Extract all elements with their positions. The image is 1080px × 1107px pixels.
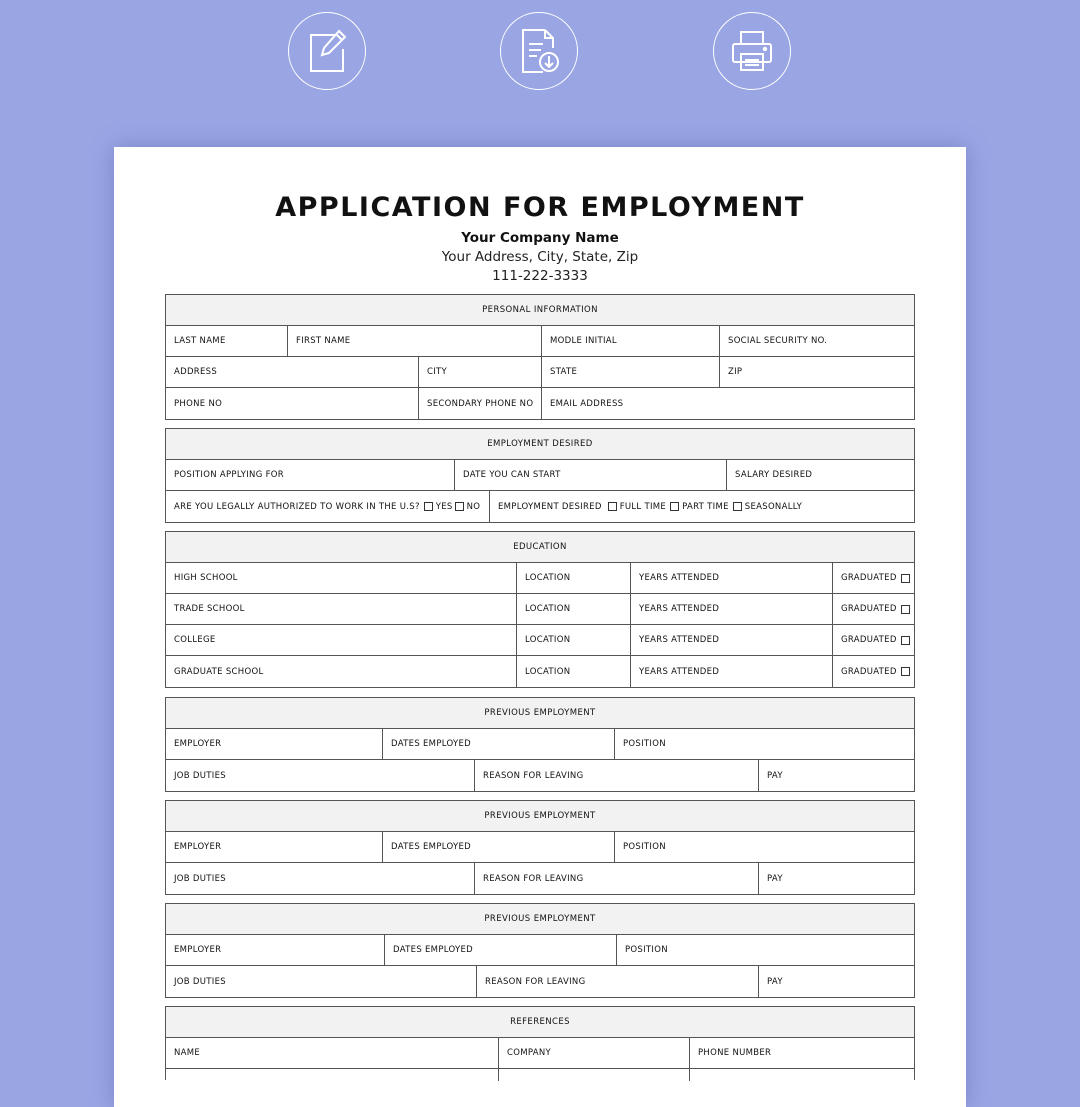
previous-employment-section (165, 697, 915, 792)
location-field[interactable]: LOCATION (516, 594, 630, 624)
job-duties-field[interactable]: JOB DUTIES (174, 976, 226, 987)
part-time-label: PART TIME (682, 501, 729, 512)
section-header: PREVIOUS EMPLOYMENT (166, 801, 914, 832)
pay-field[interactable]: PAY (758, 966, 916, 997)
position-field[interactable]: POSITION (614, 729, 916, 759)
graduated-checkbox[interactable] (901, 667, 910, 676)
job-duties-field[interactable]: JOB DUTIES (174, 770, 226, 781)
ssn-field[interactable]: SOCIAL SECURITY NO. (719, 326, 916, 356)
reference-company-field[interactable]: COMPANY (498, 1038, 689, 1068)
first-name-field[interactable]: FIRST NAME (287, 326, 541, 356)
phone-field[interactable]: PHONE NO (174, 398, 223, 409)
position-field[interactable]: POSITION APPLYING FOR (174, 470, 284, 480)
graduated-checkbox[interactable] (901, 574, 910, 583)
previous-employment-section (165, 903, 915, 998)
seasonally-checkbox[interactable] (733, 502, 742, 511)
years-attended-field[interactable]: YEARS ATTENDED (630, 625, 832, 655)
school-name-field[interactable]: TRADE SCHOOL (174, 604, 245, 614)
table-row (166, 935, 914, 966)
references-section (165, 1006, 915, 1080)
employment-type-label: EMPLOYMENT DESIRED (498, 501, 602, 512)
table-row (166, 625, 914, 656)
middle-initial-field[interactable]: MODLE INITIAL (541, 326, 719, 356)
section-header: PREVIOUS EMPLOYMENT (166, 904, 914, 935)
authorization-question: ARE YOU LEGALLY AUTHORIZED TO WORK IN THE U.S? (174, 501, 420, 512)
dates-employed-field[interactable]: DATES EMPLOYED (382, 729, 614, 759)
table-row (166, 460, 914, 491)
school-name-field[interactable]: GRADUATE SCHOOL (174, 666, 264, 677)
graduated-field (832, 563, 916, 593)
position-field[interactable]: POSITION (614, 832, 916, 862)
table-row (166, 863, 914, 894)
dates-employed-field[interactable]: DATES EMPLOYED (384, 935, 616, 965)
company-address: Your Address, City, State, Zip (441, 249, 639, 265)
position-field[interactable]: POSITION (616, 935, 916, 965)
reference-phone-field[interactable]: PHONE NUMBER (689, 1038, 916, 1068)
table-row (166, 563, 914, 594)
section-header: EMPLOYMENT DESIRED (166, 429, 914, 460)
reason-for-leaving-field[interactable]: REASON FOR LEAVING (474, 760, 758, 791)
table-row (166, 729, 914, 760)
table-row (166, 491, 914, 522)
school-name-field[interactable]: COLLEGE (174, 635, 216, 645)
full-time-checkbox[interactable] (608, 502, 617, 511)
graduated-checkbox[interactable] (901, 636, 910, 645)
education-section (165, 531, 915, 688)
form-title: APPLICATION FOR EMPLOYMENT (275, 192, 805, 223)
reference-name-field[interactable] (166, 1069, 498, 1081)
table-row (166, 388, 914, 419)
employer-field[interactable]: EMPLOYER (174, 842, 222, 852)
dates-employed-field[interactable]: DATES EMPLOYED (382, 832, 614, 862)
yes-checkbox[interactable] (424, 502, 433, 511)
seasonally-label: SEASONALLY (744, 501, 803, 512)
graduated-field (832, 656, 916, 687)
start-date-field[interactable]: DATE YOU CAN START (454, 460, 726, 490)
years-attended-field[interactable]: YEARS ATTENDED (630, 563, 832, 593)
reference-phone-field[interactable] (689, 1069, 916, 1081)
zip-field[interactable]: ZIP (719, 357, 916, 387)
school-name-field[interactable]: HIGH SCHOOL (174, 573, 238, 583)
section-header: REFERENCES (166, 1007, 914, 1038)
years-attended-field[interactable]: YEARS ATTENDED (630, 656, 832, 687)
graduated-field (832, 594, 916, 624)
company-name: Your Company Name (461, 230, 619, 246)
section-header: EDUCATION (166, 532, 914, 563)
table-row (166, 656, 914, 687)
table-row (166, 594, 914, 625)
job-duties-field[interactable]: JOB DUTIES (174, 873, 226, 884)
printer-icon[interactable] (713, 12, 791, 90)
section-header: PREVIOUS EMPLOYMENT (166, 698, 914, 729)
employer-field[interactable]: EMPLOYER (174, 739, 222, 749)
table-row (166, 1069, 914, 1081)
secondary-phone-field[interactable]: SECONDARY PHONE NO (418, 388, 541, 419)
reason-for-leaving-field[interactable]: REASON FOR LEAVING (476, 966, 758, 997)
salary-field[interactable]: SALARY DESIRED (726, 460, 916, 490)
graduated-label: GRADUATED (841, 604, 897, 614)
location-field[interactable]: LOCATION (516, 563, 630, 593)
years-attended-field[interactable]: YEARS ATTENDED (630, 594, 832, 624)
pay-field[interactable]: PAY (758, 760, 916, 791)
personal-information-section (165, 294, 915, 420)
employer-field[interactable]: EMPLOYER (174, 945, 222, 955)
graduated-checkbox[interactable] (901, 605, 910, 614)
icon-bar (0, 12, 1080, 92)
city-field[interactable]: CITY (418, 357, 541, 387)
yes-label: YES (435, 501, 453, 512)
address-field[interactable]: ADDRESS (174, 367, 218, 377)
table-row (166, 760, 914, 791)
graduated-label: GRADUATED (841, 666, 897, 677)
graduated-label: GRADUATED (841, 635, 897, 645)
no-checkbox[interactable] (455, 502, 464, 511)
table-row (166, 326, 914, 357)
reference-name-field[interactable]: NAME (174, 1048, 201, 1058)
edit-icon[interactable] (288, 12, 366, 90)
employment-type-field (489, 491, 916, 522)
table-row (166, 1038, 914, 1069)
graduated-label: GRADUATED (841, 573, 897, 583)
no-label: NO (466, 501, 481, 512)
file-download-icon[interactable] (500, 12, 578, 90)
location-field[interactable]: LOCATION (516, 625, 630, 655)
company-phone: 111-222-3333 (492, 268, 588, 284)
table-row (166, 966, 914, 997)
work-authorization-field (166, 491, 489, 522)
pay-field[interactable]: PAY (758, 863, 916, 894)
state-field[interactable]: STATE (541, 357, 719, 387)
part-time-checkbox[interactable] (670, 502, 679, 511)
location-field[interactable]: LOCATION (516, 656, 630, 687)
graduated-field (832, 625, 916, 655)
section-header: PERSONAL INFORMATION (166, 295, 914, 326)
table-row (166, 357, 914, 388)
reason-for-leaving-field[interactable]: REASON FOR LEAVING (474, 863, 758, 894)
employment-desired-section (165, 428, 915, 523)
email-field[interactable]: EMAIL ADDRESS (541, 388, 916, 419)
table-row (166, 832, 914, 863)
last-name-field[interactable]: LAST NAME (174, 336, 226, 346)
reference-company-field[interactable] (498, 1069, 689, 1081)
previous-employment-section (165, 800, 915, 895)
full-time-label: FULL TIME (619, 501, 667, 512)
